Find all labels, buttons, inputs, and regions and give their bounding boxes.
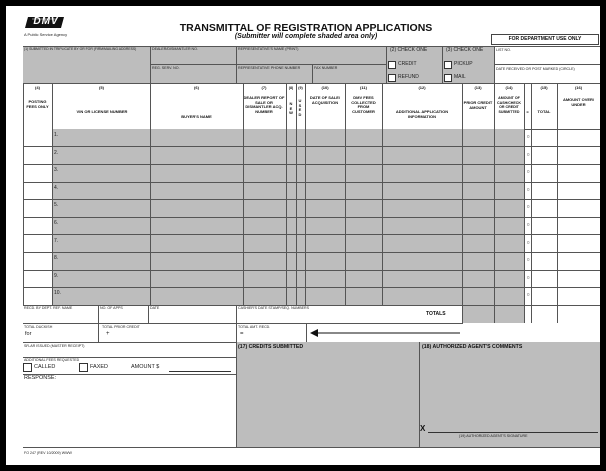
- rule: [236, 342, 237, 447]
- row-number: 2.: [54, 150, 59, 156]
- rule: [494, 64, 600, 65]
- refund-label: REFUND: [398, 74, 419, 80]
- col-label: POSTING FEES ONLY: [26, 100, 49, 109]
- totals-label: TOTALS: [426, 311, 446, 317]
- col-rule: [382, 83, 383, 305]
- mail-label: MAIL: [454, 74, 466, 80]
- check2-label: (2) CHECK ONE: [390, 47, 428, 53]
- rep-phone-label: REPRESENTATIVE PHONE NUMBER: [238, 66, 301, 70]
- col-rule: [286, 83, 287, 305]
- faxed-checkbox[interactable]: [79, 363, 88, 372]
- row-number: 10.: [54, 290, 61, 296]
- row-marker: 0: [527, 187, 530, 192]
- arrow-left-icon: [310, 328, 460, 338]
- logo-text: DMV: [33, 16, 59, 27]
- row-marker: 0: [527, 152, 530, 157]
- rule: [236, 323, 237, 342]
- row-number: 9.: [54, 273, 59, 279]
- logo-tagline: A Public Service Agency: [24, 32, 68, 37]
- transmittal-form: [6, 6, 600, 465]
- col-rule: [243, 83, 244, 305]
- rule: [23, 323, 463, 324]
- row-marker: 0: [527, 204, 530, 209]
- cashier-label: CASHIER'S DATE STAMP/SEQ. NUMBERS: [238, 306, 310, 310]
- row-number: 1.: [54, 132, 59, 138]
- form-subtitle: (Submitter will complete shaded area only): [234, 33, 378, 40]
- col-rule: [150, 83, 151, 305]
- signature-line[interactable]: [428, 432, 598, 433]
- col-label: BUYER'S NAME: [181, 115, 212, 119]
- col-num: (16): [574, 86, 583, 90]
- col-label: DMV FEES COLLECTED FROM CUSTOMER: [351, 96, 376, 114]
- rule: [23, 447, 600, 448]
- col-num: (11): [360, 86, 367, 90]
- agent-comments-label: (18) AUTHORIZED AGENT'S COMMENTS: [422, 344, 523, 350]
- total-prior-label: TOTAL PRIOR CREDIT: [102, 325, 140, 329]
- totals-amount-field[interactable]: [494, 306, 524, 323]
- totals-prior-credit-field[interactable]: [462, 306, 494, 323]
- response-label: RESPONSE:: [24, 375, 57, 381]
- col-num: (15): [540, 86, 548, 90]
- row-number: 8.: [54, 255, 59, 261]
- dept-use-label: FOR DEPARTMENT USE ONLY: [508, 36, 582, 42]
- row-number: 4.: [54, 185, 59, 191]
- rule: [23, 83, 600, 84]
- col-num: (6): [194, 86, 199, 90]
- rule: [98, 305, 99, 323]
- row-rule: [23, 270, 600, 271]
- date-received-label: DATE RECEIVED OR POST MARKED (CIRCLE): [496, 67, 575, 71]
- submitter-label: (1) SUBMITTED IN TRIPLICATE BY OR FOR (FIRM/MAILING ADDRESS): [24, 47, 137, 51]
- rule: [236, 305, 237, 323]
- fax-label: FAX NUMBER: [314, 66, 338, 70]
- row-marker: 0: [527, 169, 530, 174]
- called-checkbox[interactable]: [23, 363, 32, 372]
- called-label: CALLED: [34, 364, 56, 370]
- total-duckish-label: TOTAL DUCKISH: [24, 325, 53, 329]
- col-rule: [557, 83, 558, 305]
- credit-label: CREDIT: [398, 61, 417, 67]
- pickup-label: PICKUP: [454, 61, 473, 67]
- equals-operator: =: [526, 110, 529, 114]
- rule: [236, 46, 237, 83]
- row-marker: 0: [527, 292, 530, 297]
- col-rule: [52, 83, 53, 305]
- row-number: 7.: [54, 238, 59, 244]
- reg-serv-label: REG. SERV. NO.: [152, 66, 180, 70]
- row-rule: [23, 252, 600, 253]
- pickup-checkbox[interactable]: [444, 61, 452, 69]
- rep-name-label: REPRESENTATIVE'S NAME (PRINT): [238, 47, 299, 51]
- col-rule: [524, 83, 525, 305]
- col-num: (14): [505, 86, 513, 90]
- row-rule: [23, 287, 600, 288]
- rule: [462, 305, 463, 323]
- col-label: TOTAL: [537, 110, 551, 114]
- rule: [386, 46, 387, 83]
- row-marker: 0: [527, 134, 530, 139]
- row-number: 6.: [54, 220, 59, 226]
- row-marker: 0: [527, 222, 530, 227]
- no-apps-label: NO. OF APPS: [100, 306, 123, 310]
- row-marker: 0: [527, 275, 530, 280]
- refund-checkbox[interactable]: [388, 74, 396, 82]
- amount-input-line[interactable]: [169, 371, 231, 372]
- credits-submitted-label: (17) CREDITS SUBMITTED: [238, 344, 304, 350]
- faxed-label: FAXED: [90, 364, 109, 370]
- col-label: AMOUNT OVER/ UNDER: [562, 98, 595, 107]
- col-num: (8): [288, 86, 294, 90]
- col-rule: [345, 83, 346, 305]
- recd-by-label: RECD. BY DEPT. REF. NAME: [24, 306, 73, 310]
- rule: [494, 305, 495, 323]
- col-label: PRIOR CREDIT AMOUNT: [463, 101, 493, 110]
- col-num: (13): [474, 86, 482, 90]
- rule: [557, 305, 558, 323]
- credits-submitted-section[interactable]: [236, 342, 419, 447]
- col-num: (10): [321, 86, 329, 90]
- col-num: (12): [418, 86, 426, 90]
- amount-label: AMOUNT $: [131, 364, 160, 370]
- row-rule: [23, 217, 600, 218]
- row-rule: [23, 234, 600, 235]
- rule: [23, 46, 600, 47]
- rule: [312, 64, 313, 83]
- row-number: 3.: [54, 167, 59, 173]
- rule: [306, 323, 307, 342]
- col-label: U S E D: [298, 99, 302, 117]
- row-rule: [23, 164, 600, 165]
- col-label: ADDITIONAL APPLICATION INFORMATION: [395, 110, 449, 119]
- form-title: TRANSMITTAL OF REGISTRATION APPLICATIONS: [179, 22, 433, 34]
- col-num: (9): [298, 86, 303, 90]
- row-marker: 0: [527, 240, 530, 245]
- rule: [98, 323, 99, 342]
- signature-label: (19) AUTHORIZED AGENT'S SIGNATURE: [459, 434, 528, 438]
- row-marker: 0: [527, 257, 530, 262]
- equals-operator: =: [240, 331, 244, 337]
- col-rule: [296, 83, 297, 305]
- additional-fees-label: ADDITIONAL FEES REQUESTED: [24, 358, 80, 362]
- for-label: for: [25, 331, 32, 337]
- submitter-field[interactable]: [23, 46, 150, 83]
- sr-issued-label: SR-AR ISSUED (MASTER RECEIPT): [24, 344, 85, 348]
- dealer-no-label: DEALER/DISMANTLER NO.: [152, 47, 198, 51]
- mail-checkbox[interactable]: [444, 74, 452, 82]
- col-label: VIN OR LICENSE NUMBER: [76, 110, 128, 114]
- list-no-label: LIST NO.: [496, 48, 511, 52]
- col-rule: [531, 83, 532, 305]
- form-number: FO 247 (REV 10/2009) WWW: [24, 451, 72, 455]
- row-rule: [23, 199, 600, 200]
- col-num: (4): [35, 86, 40, 90]
- rule: [524, 305, 525, 323]
- total-amt-label: TOTAL AMT. RECD.: [238, 325, 271, 329]
- credit-checkbox[interactable]: [388, 61, 396, 69]
- col-rule: [305, 83, 306, 305]
- col-num: (7): [261, 86, 267, 90]
- col-label: DATE OF SALE/ ACQUISITION: [309, 96, 341, 105]
- rule: [148, 305, 149, 323]
- check3-label: (3) CHECK ONE: [446, 47, 484, 53]
- signature-x: X: [420, 424, 426, 433]
- col-label: DEALER REPORT OF SALE OR DISMANTLER ACQ. NUMBER: [243, 96, 285, 114]
- col-rule: [23, 83, 24, 305]
- rule: [150, 64, 386, 65]
- col-label: AMOUNT OF CASH/CHECK OR CREDIT SUBMITTED: [497, 96, 521, 114]
- rule: [494, 46, 495, 83]
- rule: [442, 46, 443, 83]
- row-number: 5.: [54, 202, 59, 208]
- plus-operator: +: [106, 331, 110, 337]
- row-rule: [23, 182, 600, 183]
- rule: [150, 46, 151, 83]
- date-label: DATE: [150, 306, 160, 310]
- col-num: (5): [99, 86, 104, 90]
- row-rule: [23, 146, 600, 147]
- col-rule: [494, 83, 495, 305]
- col-rule: [462, 83, 463, 305]
- col-label: N E W: [289, 102, 293, 116]
- rule: [531, 305, 532, 323]
